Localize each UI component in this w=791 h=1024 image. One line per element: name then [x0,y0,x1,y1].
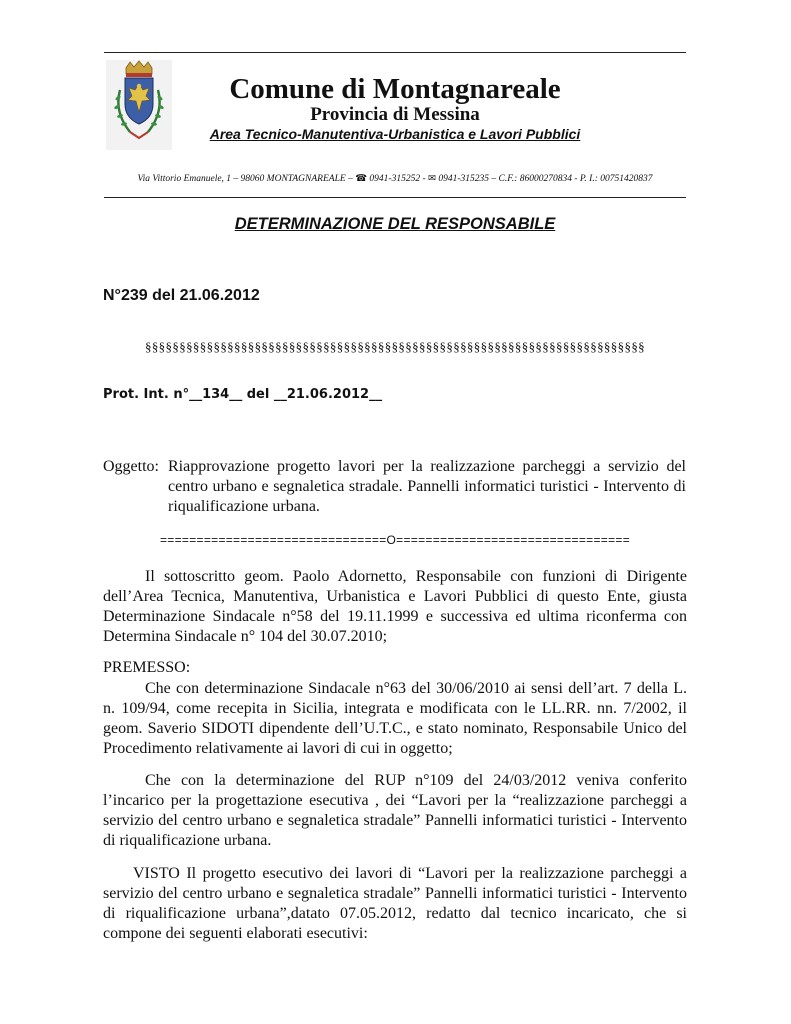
fax-and-tax-codes: 0941-315235 – C.F.: 86000270834 - P. I.: 00751420837 [438,174,653,184]
department-name: Area Tecnico-Manutentiva-Urbanistica e Lavori Pubblici [209,126,581,142]
determination-number: N°239 del 21.06.2012 [103,287,260,304]
document-heading: DETERMINAZIONE DEL RESPONSABILE [234,215,556,233]
paragraph-visto: VISTO Il progetto esecutivo dei lavori di “Lavori per la realizzazione parcheggi a servizio del centro urbano e segnaletica stradale” Pannelli informatici turistici - Intervento di riqualificazione urbana”,datato 07.05.2012, redatto dal tecnico incaricato, che si compone dei seguenti elaborati esecutivi: [103,865,687,942]
paragraph-responsible: Il sottoscritto geom. Paolo Adornetto, Responsabile con funzioni di Dirigente dell’Area Tecnica, Manutentiva, Urbanistica e Lavori Pubblici di questo Ente, giusta Determinazione Sindacale n°58 del 19.11.1999 e successiva ed ultima riconferma con Determina Sindacale n° 104 del 30.07.2010; [103,568,687,645]
header-top-rule [104,52,686,53]
province-name: Provincia di Messina [310,104,480,125]
address-line [104,173,686,185]
address-text: Via Vittorio Emanuele, 1 – 98060 MONTAGNAREALE – [137,174,353,184]
header-bottom-rule [104,197,686,198]
fax-icon: ✉ [427,174,436,184]
paragraph-premesso-2: Che con la determinazione del RUP n°109 del 24/03/2012 veniva conferito l’incarico per la progettazione esecutiva , dei “Lavori per la “realizzazione parcheggi a servizio del centro urbano e segnaletica stradale” Pannelli informatici turistici - Intervento di riqualificazione urbana. [103,772,687,849]
telephone-icon: ☎ [355,174,368,184]
phone-number: 0941-315252 - [369,174,426,184]
subject-label: Oggetto: [103,458,159,475]
divider-line: ===============================O================================ [159,533,631,547]
internal-protocol: Prot. Int. n°__134__ del __21.06.2012__ [103,387,383,402]
paragraph-premesso-1: Che con determinazione Sindacale n°63 del 30/06/2010 ai sensi dell’art. 7 della L. n. 109/94, come recepita in Sicilia, integrata e modificata con le LL.RR. nn. 7/2002, il geom. Saverio SIDOTI dipendente dell’U.T.C., e stato nominato, Responsabile Unico del Procedimento relativamente ai lavori di cui in oggetto; [103,680,687,757]
premesso-label: PREMESSO: [103,659,191,676]
municipal-coat-of-arms-icon [106,60,172,150]
subject-text: Riapprovazione progetto lavori per la realizzazione parcheggi a servizio del centro urbano e segnaletica stradale. Pannelli informatici turistici - Intervento di riqualificazione urbana. [168,458,686,515]
municipality-title: Comune di Montagnareale [229,73,561,105]
section-separator: §§§§§§§§§§§§§§§§§§§§§§§§§§§§§§§§§§§§§§§§§§§§§§§§§§§§§§§§§§§§§§§§§§§§§§§§§ [144,339,646,354]
